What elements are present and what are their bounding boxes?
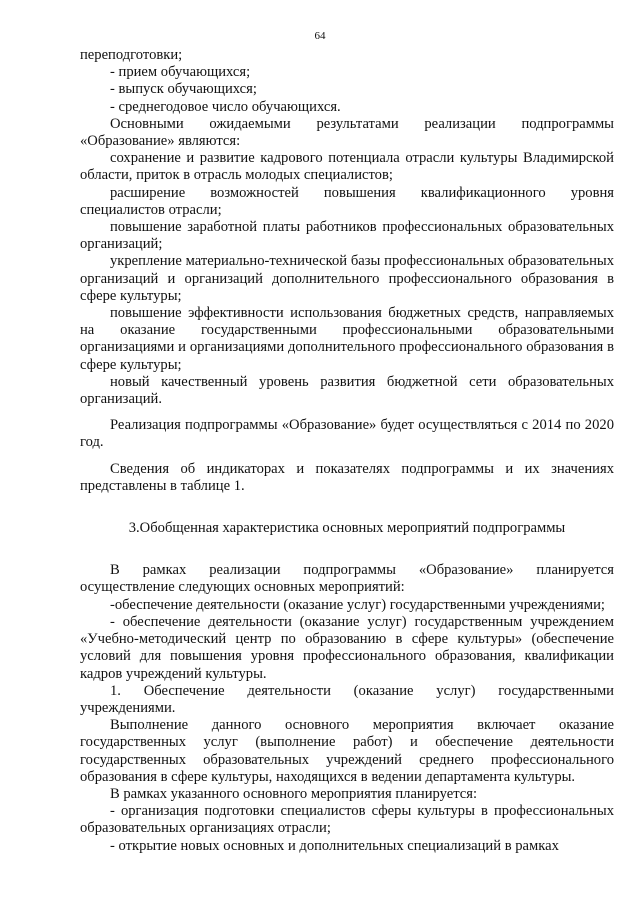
paragraph: В рамках реализации подпрограммы «Образование» планируется осуществление следующих основных мероприятий: <box>80 562 614 596</box>
list-item: - среднегодовое число обучающихся. <box>110 98 341 115</box>
paragraph: сохранение и развитие кадрового потенциала отрасли культуры Владимирской области, приток в отрасль молодых специалистов; <box>80 150 614 184</box>
list-item: - организация подготовки специалистов сферы культуры в профессиональных образовательных организациях отрасли; <box>80 803 614 837</box>
paragraph: расширение возможностей повышения квалификационного уровня специалистов отрасли; <box>80 184 614 218</box>
paragraph: Реализация подпрограммы «Образование» будет осуществляться с 2014 по 2020 год. <box>80 417 614 451</box>
list-item: -обеспечение деятельности (оказание услуг) государственными учреждениями; <box>110 596 605 613</box>
paragraph: Выполнение данного основного мероприятия включает оказание государственных услуг (выполнение работ) и обеспечение деятельности государственных образовательных учреждений среднего профессионального образования в сфере культуры, находящихся в ведении департамента культуры. <box>80 717 614 785</box>
section-heading: 3.Обобщенная характеристика основных мероприятий подпрограммы <box>128 520 566 537</box>
list-item: - выпуск обучающихся; <box>110 81 257 98</box>
paragraph: повышение эффективности использования бюджетных средств, направляемых на оказание государственными профессиональными образовательными организациями и организациями дополнительного профессионального образования в сфере культуры; <box>80 305 614 373</box>
list-item: - открытие новых основных и дополнительных специализаций в рамках <box>110 837 559 854</box>
paragraph: Основными ожидаемыми результатами реализации подпрограммы «Образование» являются: <box>80 115 614 150</box>
paragraph: новый качественный уровень развития бюджетной сети образовательных организаций. <box>80 373 614 408</box>
document-body <box>80 47 614 855</box>
subsection-heading: 1. Обеспечение деятельности (оказание услуг) государственными учреждениями. <box>80 682 614 716</box>
list-item: - прием обучающихся; <box>110 64 251 81</box>
text-line: переподготовки; <box>80 47 183 63</box>
paragraph: укрепление материально-технической базы профессиональных образовательных организаций и организаций дополнительного профессионального образования в сфере культуры; <box>80 253 614 304</box>
paragraph: В рамках указанного основного мероприятия планируется: <box>110 785 478 802</box>
list-item: - обеспечение деятельности (оказание услуг) государственным учреждением «Учебно-методический центр по образованию в сфере культуры» (обеспечение условий для повышения уровня профессионального образования, квалификации кадров учреждений культуры. <box>80 613 614 682</box>
paragraph: Сведения об индикаторах и показателях подпрограммы и их значениях представлены в таблице 1. <box>80 460 614 494</box>
page-number: 64 <box>314 30 326 42</box>
paragraph: повышение заработной платы работников профессиональных образовательных организаций; <box>80 219 614 253</box>
